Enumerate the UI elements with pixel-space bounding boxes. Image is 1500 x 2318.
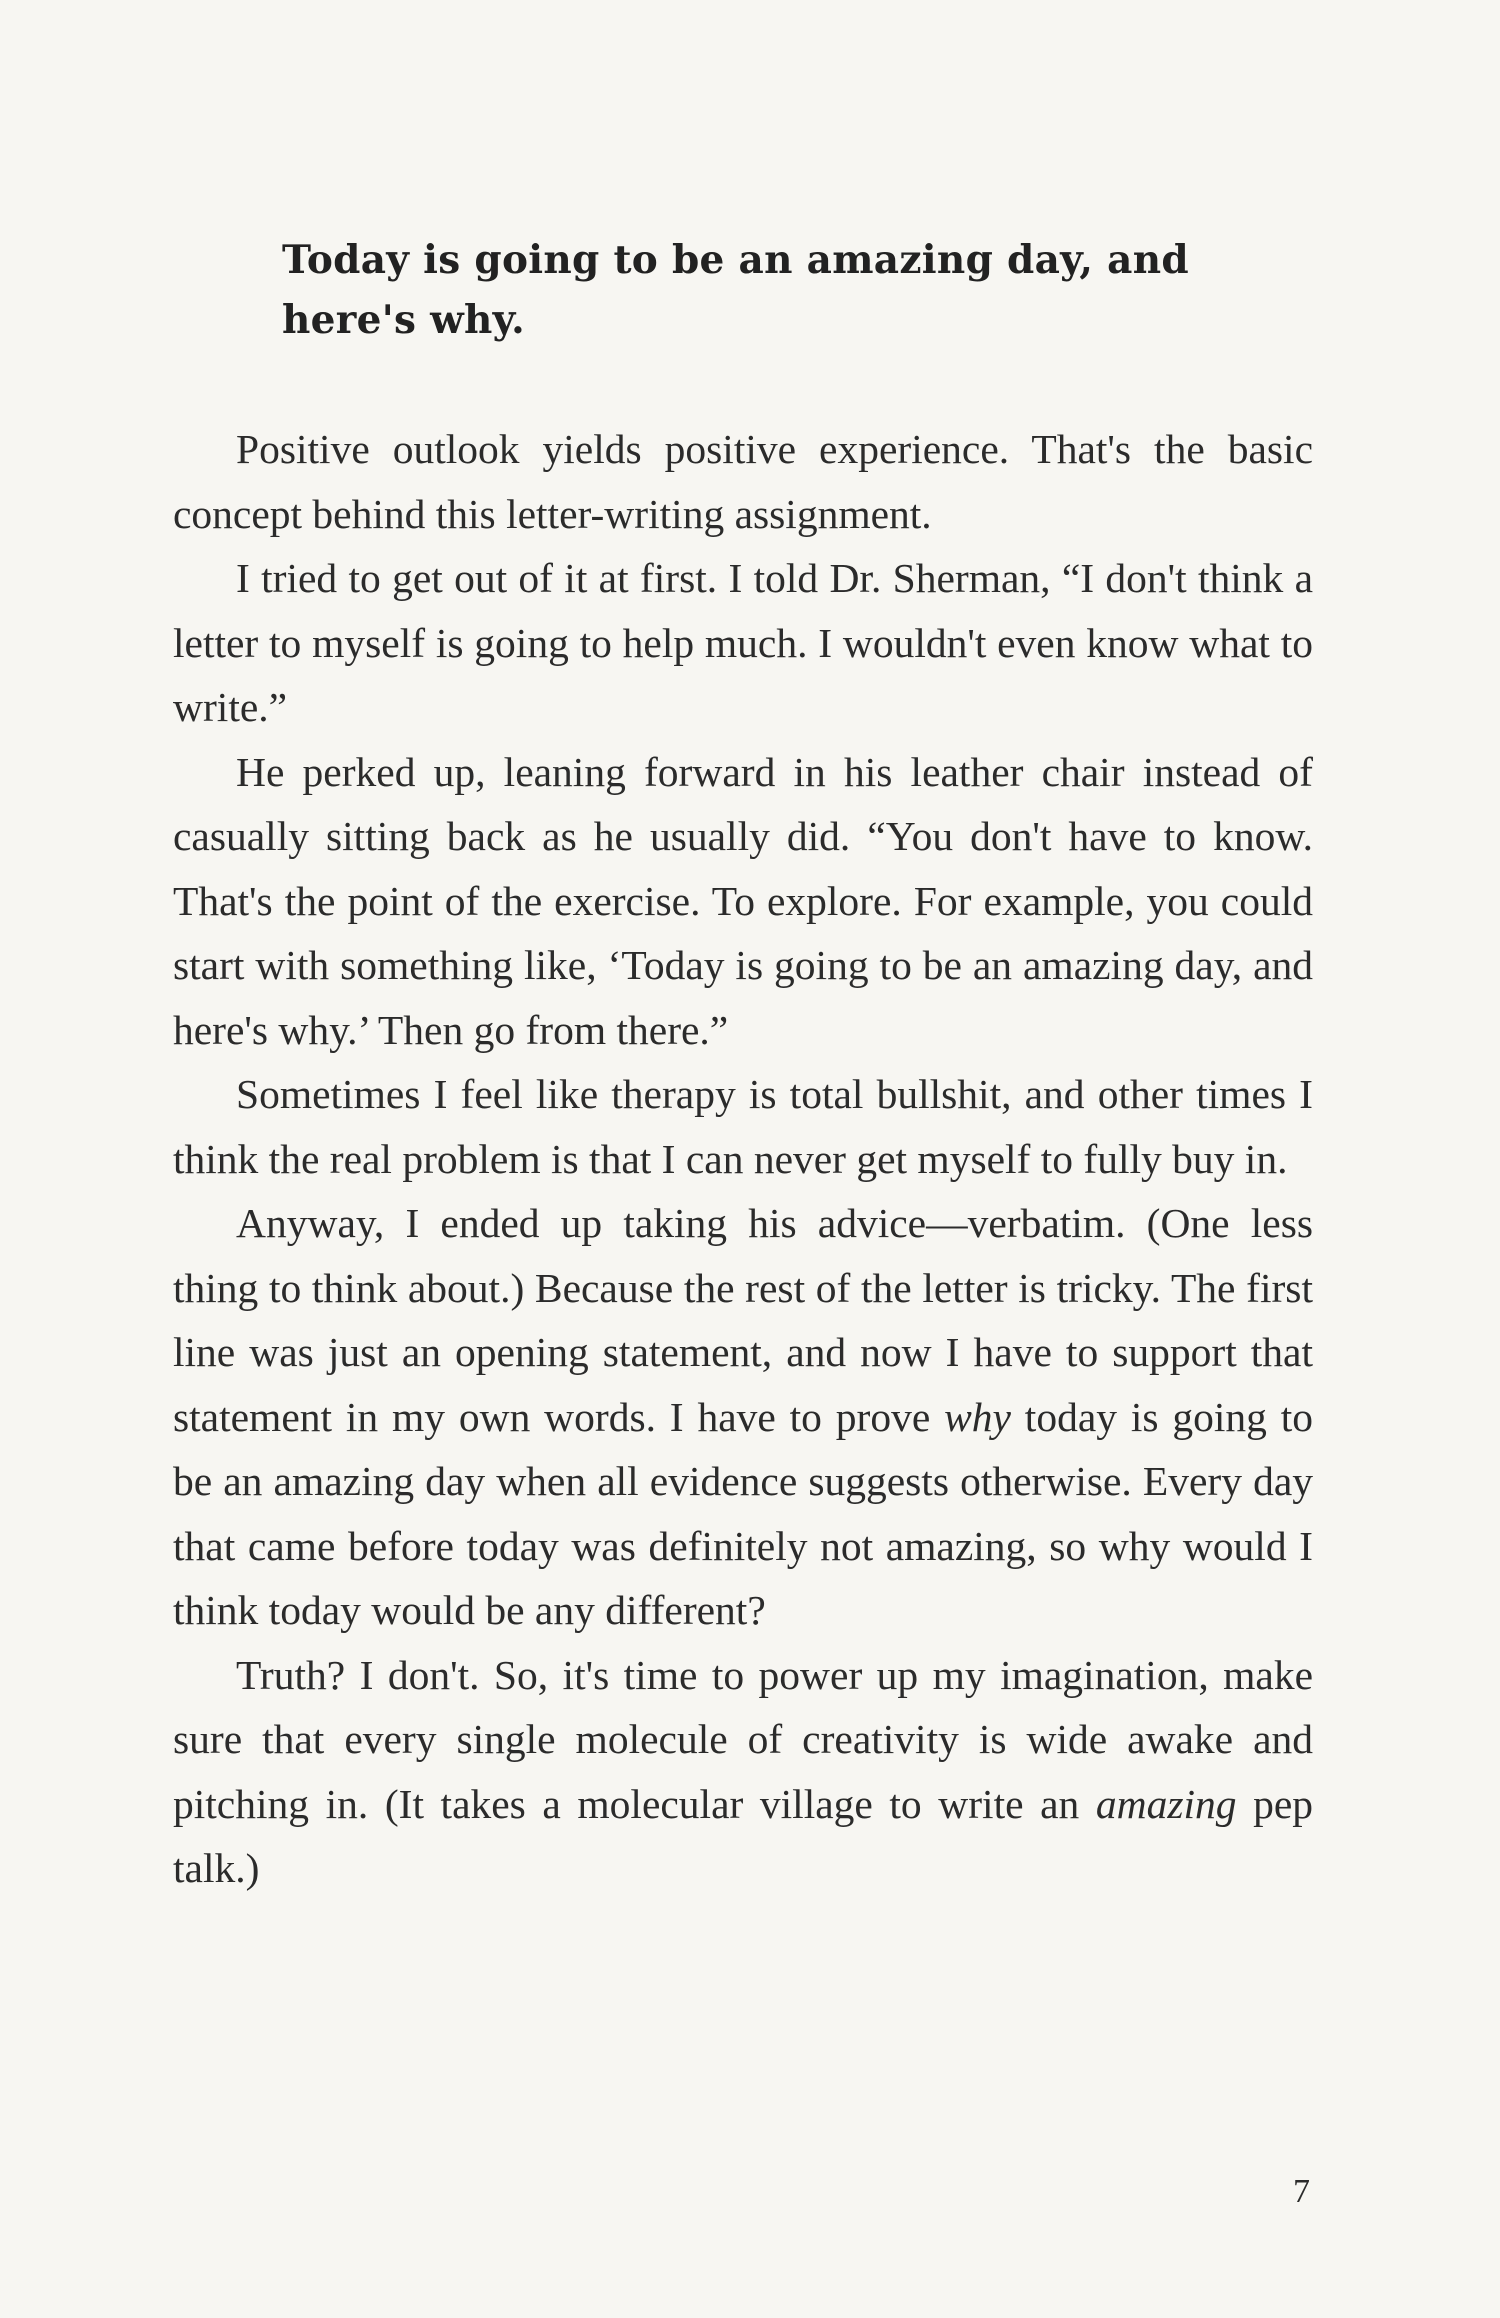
page-number: 7 bbox=[1293, 2173, 1310, 2210]
paragraph-5 bbox=[173, 1191, 1313, 1643]
paragraph-3: He perked up, leaning forward in his leather chair instead of casually sitting back as he usually did. “You don't have to know. That's the point of the exercise. To explore. For example, you could start with something like, ‘Today is going to be an amazing day, and here's why.’ Then go from there.” bbox=[173, 748, 1313, 1053]
paragraph-6-text-a: Truth? I don't. So, it's time to power up my imagination, make sure that every single molecule of creativity is wide awake and pitching in. (It takes a molecular village to write an bbox=[173, 1651, 1313, 1827]
body-text bbox=[173, 417, 1313, 1901]
paragraph-6-emphasis: amazing bbox=[1095, 1780, 1237, 1827]
chapter-heading: Today is going to be an amazing day, and here's why. bbox=[282, 237, 1189, 343]
paragraph-5-emphasis: why bbox=[944, 1393, 1011, 1440]
paragraph-5-text-b: today is going to be an amazing day when all evidence suggests otherwise. Every day that came before today was definitely not amazing, so why would I think today would be any different? bbox=[173, 1393, 1313, 1633]
paragraph-1: Positive outlook yields positive experience. That's the basic concept behind this letter-writing assignment. bbox=[173, 426, 1313, 537]
paragraph-6 bbox=[173, 1643, 1313, 1901]
paragraph-5-text-a: Anyway, I ended up taking his advice—verbatim. (One less thing to think about.) Because the rest of the letter is tricky. The first line was just an opening statement, and now I have to support that statement in my own words. I have to prove bbox=[173, 1200, 1313, 1440]
paragraph-4: Sometimes I feel like therapy is total bullshit, and other times I think the real problem is that I can never get myself to fully buy in. bbox=[173, 1071, 1313, 1182]
paragraph-6-text-b: pep talk.) bbox=[173, 1780, 1314, 1891]
paragraph-2: I tried to get out of it at first. I told Dr. Sherman, “I don't think a letter to myself is going to help much. I wouldn't even know what to write.” bbox=[173, 555, 1313, 730]
